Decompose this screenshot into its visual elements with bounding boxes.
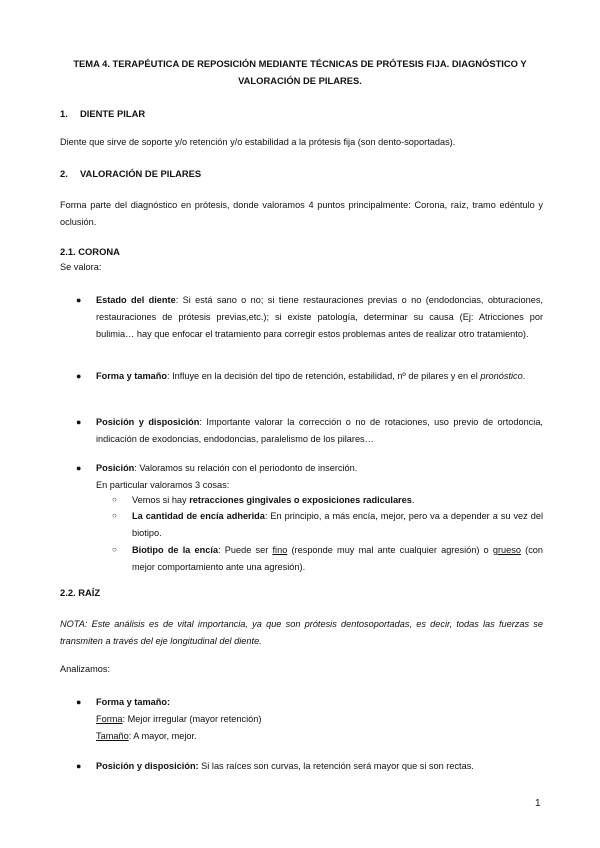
bullet-line-2: En particular valoramos 3 cosas:	[96, 479, 230, 490]
sub-text: : Puede ser	[218, 545, 273, 555]
sub-bold: retracciones gingivales o exposiciones radiculares	[189, 495, 412, 505]
tamano-text: : A mayor, mejor.	[128, 730, 197, 741]
section-1-paragraph: Diente que sirve de soporte y/o retención y/o estabilidad a la prótesis fija (son dento-soportadas).	[60, 137, 456, 147]
document-title	[60, 55, 540, 89]
bullet-text: : Influye en la decisión del tipo de retención, estabilidad, nº de pilares y en el	[166, 371, 481, 381]
bullet-end: .	[522, 371, 526, 381]
section-2-title: VALORACIÓN DE PILARES	[80, 168, 202, 179]
bullet-label: Posición y disposición	[96, 417, 200, 427]
sub-text-mid: (responde muy mal ante cualquier agresión) o	[287, 545, 493, 555]
corona-bullet-posicion	[76, 460, 543, 494]
raiz-bullet-posicion	[76, 758, 543, 775]
corona-bullet-posicion-disposicion	[76, 414, 543, 448]
sub-underline-fino: fino	[272, 545, 288, 555]
raiz-heading: 2.2. RAÍZ	[60, 587, 101, 598]
sub-bold: Biotipo de la encía	[132, 545, 219, 555]
forma-text: : Mejor irregular (mayor retención)	[122, 713, 262, 724]
raiz-analizamos: Analizamos:	[60, 664, 111, 674]
bullet-label: Posición	[96, 463, 135, 473]
sub-bold: La cantidad de encía adherida	[132, 511, 265, 521]
bullet-icon: ●	[76, 761, 82, 771]
bullet-label: Posición y disposición:	[96, 761, 199, 771]
section-2-number: 2.	[60, 168, 68, 179]
bullet-text: : Valoramos su relación con el periodonto de inserción.	[134, 463, 358, 473]
section-1-heading	[60, 108, 145, 119]
title-line-1: TEMA 4. TERAPÉUTICA DE REPOSICIÓN MEDIANTE TÉCNICAS DE PRÓTESIS FIJA. DIAGNÓSTICO Y	[73, 58, 527, 69]
raiz-tamano-line	[96, 728, 543, 745]
title-line-2: VALORACIÓN DE PILARES.	[238, 75, 362, 86]
section-1-title: DIENTE PILAR	[80, 108, 146, 119]
sub-bullet-encia-adherida	[112, 508, 543, 542]
corona-intro: Se valora:	[60, 262, 102, 272]
circle-bullet-icon: ○	[112, 545, 117, 554]
bullet-icon: ●	[76, 295, 82, 305]
sub-text: Vemos si hay	[132, 495, 190, 505]
section-1-number: 1.	[60, 108, 68, 119]
sub-end: (con mejor comportamiento ante una agresión).	[132, 545, 544, 572]
circle-bullet-icon: ○	[112, 511, 117, 520]
sub-bullet-biotipo	[112, 542, 544, 576]
bullet-icon: ●	[76, 417, 82, 427]
circle-bullet-icon: ○	[112, 495, 117, 504]
underline-forma: Forma	[96, 713, 123, 724]
corona-bullet-estado	[76, 292, 543, 342]
raiz-forma-line	[96, 711, 543, 728]
bullet-label: Estado del diente	[96, 295, 176, 305]
section-2-paragraph: Forma parte del diagnóstico en prótesis, donde valoramos 4 puntos principalmente: Corona, raíz, tramo edéntulo y oclusión.	[60, 200, 543, 228]
sub-text: : En principio, a más encía, mejor, pero va a depender a su vez del biotipo.	[132, 511, 543, 538]
bullet-italic: pronóstico	[480, 371, 523, 381]
bullet-icon: ●	[76, 697, 82, 707]
corona-bullet-forma	[76, 368, 543, 385]
page-number: 1	[535, 798, 541, 809]
bullet-label: Forma y tamaño	[96, 371, 167, 381]
sub-bullet-retracciones	[112, 492, 543, 509]
sub-end: .	[411, 495, 415, 505]
bullet-icon: ●	[76, 463, 82, 473]
raiz-note: NOTA: Este análisis es de vital importancia, ya que son prótesis dentosoportadas, es decir, todas las fuerzas se transmiten a través del eje longitudinal del diente.	[60, 619, 543, 647]
bullet-icon: ●	[76, 371, 82, 381]
underline-tamano: Tamaño	[96, 730, 129, 741]
bullet-label: Forma y tamaño:	[96, 697, 171, 707]
section-2-heading	[60, 168, 201, 179]
raiz-bullet-forma	[76, 694, 543, 744]
corona-heading: 2.1. CORONA	[60, 246, 120, 257]
sub-underline-grueso: grueso	[492, 545, 521, 555]
bullet-text: : Si está sano o no; si tiene restauraciones previas o no (endodoncias, obturaciones, restauraciones de prótesis previas,etc.); si existe patología, determinar su causa (Ej: Atricciones por bulimia… hay que enfocar el tratamiento para corregir estos problemas antes de realizar otro tratamiento).	[96, 295, 543, 339]
bullet-text: : Importante valorar la corrección o no de rotaciones, uso previo de ortodoncia, indicación de exodoncias, endodoncias, paralelismo de los pilares…	[96, 417, 543, 444]
bullet-text: Si las raíces son curvas, la retención será mayor que si son rectas.	[198, 761, 474, 771]
